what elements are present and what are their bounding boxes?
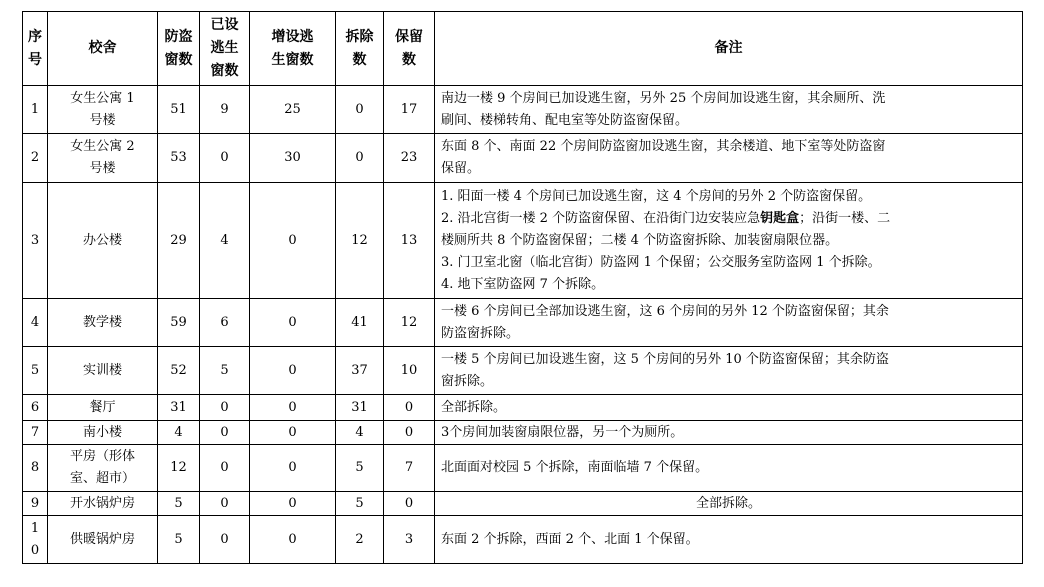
- cell-keep: 0: [384, 395, 435, 421]
- cell-keep: 0: [384, 421, 435, 445]
- cell-seq: 4: [23, 299, 48, 347]
- header-building: 校舍: [48, 12, 158, 86]
- cell-keep: 0: [384, 492, 435, 516]
- cell-building: 供暖锅炉房: [48, 516, 158, 564]
- cell-note: 一楼 5 个房间已加设逃生窗，这 5 个房间的另外 10 个防盗窗保留；其余防盗 窗拆除。: [435, 347, 1023, 395]
- cell-note: 全部拆除。: [435, 492, 1023, 516]
- cell-keep: 7: [384, 445, 435, 492]
- cell-anti-theft: 5: [158, 516, 200, 564]
- cell-installed: 6: [200, 299, 250, 347]
- cell-building: 教学楼: [48, 299, 158, 347]
- cell-add-escape: 0: [250, 492, 336, 516]
- cell-building: 实训楼: [48, 347, 158, 395]
- cell-note: 南边一楼 9 个房间已加设逃生窗，另外 25 个房间加设逃生窗，其余厕所、洗 刷间、楼梯转角、配电室等处防盗窗保留。: [435, 86, 1023, 134]
- cell-building: 女生公寓 2 号楼: [48, 134, 158, 183]
- cell-add-escape: 0: [250, 183, 336, 299]
- cell-add-escape: 0: [250, 421, 336, 445]
- cell-anti-theft: 53: [158, 134, 200, 183]
- cell-add-escape: 0: [250, 516, 336, 564]
- cell-add-escape: 30: [250, 134, 336, 183]
- table-row: [23, 395, 1023, 421]
- cell-building: 南小楼: [48, 421, 158, 445]
- header-row: [23, 12, 1023, 86]
- cell-anti-theft: 29: [158, 183, 200, 299]
- cell-anti-theft: 4: [158, 421, 200, 445]
- cell-installed: 0: [200, 516, 250, 564]
- cell-add-escape: 0: [250, 299, 336, 347]
- cell-note: 全部拆除。: [435, 395, 1023, 421]
- cell-installed: 9: [200, 86, 250, 134]
- cell-seq: 7: [23, 421, 48, 445]
- cell-remove: 37: [336, 347, 384, 395]
- cell-remove: 0: [336, 86, 384, 134]
- cell-keep: 23: [384, 134, 435, 183]
- cell-seq: 8: [23, 445, 48, 492]
- cell-note: 东面 8 个、南面 22 个房间防盗窗加设逃生窗，其余楼道、地下室等处防盗窗 保留。: [435, 134, 1023, 183]
- cell-note: 1. 阳面一楼 4 个房间已加设逃生窗，这 4 个房间的另外 2 个防盗窗保留。 2. 沿北宫街一楼 2 个防盗窗保留、在沿街门边安装应急钥匙盒；沿街一楼、二 楼厕所共 8 个防盗窗保留；二楼 4 个防盗窗拆除、加装窗扇限位器。 3. 门卫室北窗（临北宫街）防盗网 1 个保留；公交服务室防盗网 1 个拆除。 4. 地下室防盗网 7 个拆除。: [435, 183, 1023, 299]
- table-row: [23, 299, 1023, 347]
- cell-seq: 1 0: [23, 516, 48, 564]
- table-row: [23, 183, 1023, 299]
- cell-building: 办公楼: [48, 183, 158, 299]
- cell-building: 平房（形体 室、超市）: [48, 445, 158, 492]
- cell-anti-theft: 31: [158, 395, 200, 421]
- cell-installed: 0: [200, 395, 250, 421]
- cell-add-escape: 0: [250, 395, 336, 421]
- cell-installed: 5: [200, 347, 250, 395]
- cell-seq: 6: [23, 395, 48, 421]
- bold-text-key-box: 钥匙盒: [760, 210, 800, 226]
- cell-seq: 2: [23, 134, 48, 183]
- cell-add-escape: 25: [250, 86, 336, 134]
- header-add-escape: 增设逃 生窗数: [250, 12, 336, 86]
- cell-installed: 0: [200, 134, 250, 183]
- header-installed: 已设 逃生 窗数: [200, 12, 250, 86]
- cell-remove: 5: [336, 445, 384, 492]
- cell-anti-theft: 12: [158, 445, 200, 492]
- header-remove: 拆除 数: [336, 12, 384, 86]
- cell-keep: 10: [384, 347, 435, 395]
- cell-add-escape: 0: [250, 445, 336, 492]
- cell-building: 女生公寓 1 号楼: [48, 86, 158, 134]
- cell-note: 3个房间加装窗扇限位器，另一个为厕所。: [435, 421, 1023, 445]
- cell-add-escape: 0: [250, 347, 336, 395]
- window-survey-table: [22, 11, 1023, 564]
- cell-remove: 41: [336, 299, 384, 347]
- cell-remove: 2: [336, 516, 384, 564]
- cell-seq: 5: [23, 347, 48, 395]
- cell-keep: 13: [384, 183, 435, 299]
- cell-installed: 0: [200, 421, 250, 445]
- cell-keep: 12: [384, 299, 435, 347]
- header-seq: 序 号: [23, 12, 48, 86]
- cell-remove: 0: [336, 134, 384, 183]
- cell-remove: 4: [336, 421, 384, 445]
- cell-anti-theft: 5: [158, 492, 200, 516]
- table-row: [23, 492, 1023, 516]
- table-row: [23, 347, 1023, 395]
- cell-remove: 5: [336, 492, 384, 516]
- cell-anti-theft: 52: [158, 347, 200, 395]
- cell-keep: 3: [384, 516, 435, 564]
- cell-installed: 0: [200, 445, 250, 492]
- cell-installed: 0: [200, 492, 250, 516]
- header-note: 备注: [435, 12, 1023, 86]
- table-row: [23, 516, 1023, 564]
- cell-seq: 3: [23, 183, 48, 299]
- table-row: [23, 421, 1023, 445]
- cell-keep: 17: [384, 86, 435, 134]
- cell-seq: 1: [23, 86, 48, 134]
- cell-seq: 9: [23, 492, 48, 516]
- cell-remove: 12: [336, 183, 384, 299]
- table-row: [23, 445, 1023, 492]
- header-keep: 保留 数: [384, 12, 435, 86]
- cell-anti-theft: 51: [158, 86, 200, 134]
- table-row: [23, 134, 1023, 183]
- cell-installed: 4: [200, 183, 250, 299]
- cell-building: 餐厅: [48, 395, 158, 421]
- cell-remove: 31: [336, 395, 384, 421]
- cell-note: 一楼 6 个房间已全部加设逃生窗，这 6 个房间的另外 12 个防盗窗保留；其余 防盗窗拆除。: [435, 299, 1023, 347]
- table-row: [23, 86, 1023, 134]
- cell-note: 北面面对校园 5 个拆除，南面临墙 7 个保留。: [435, 445, 1023, 492]
- cell-anti-theft: 59: [158, 299, 200, 347]
- cell-building: 开水锅炉房: [48, 492, 158, 516]
- cell-note: 东面 2 个拆除，西面 2 个、北面 1 个保留。: [435, 516, 1023, 564]
- header-anti-theft: 防盗 窗数: [158, 12, 200, 86]
